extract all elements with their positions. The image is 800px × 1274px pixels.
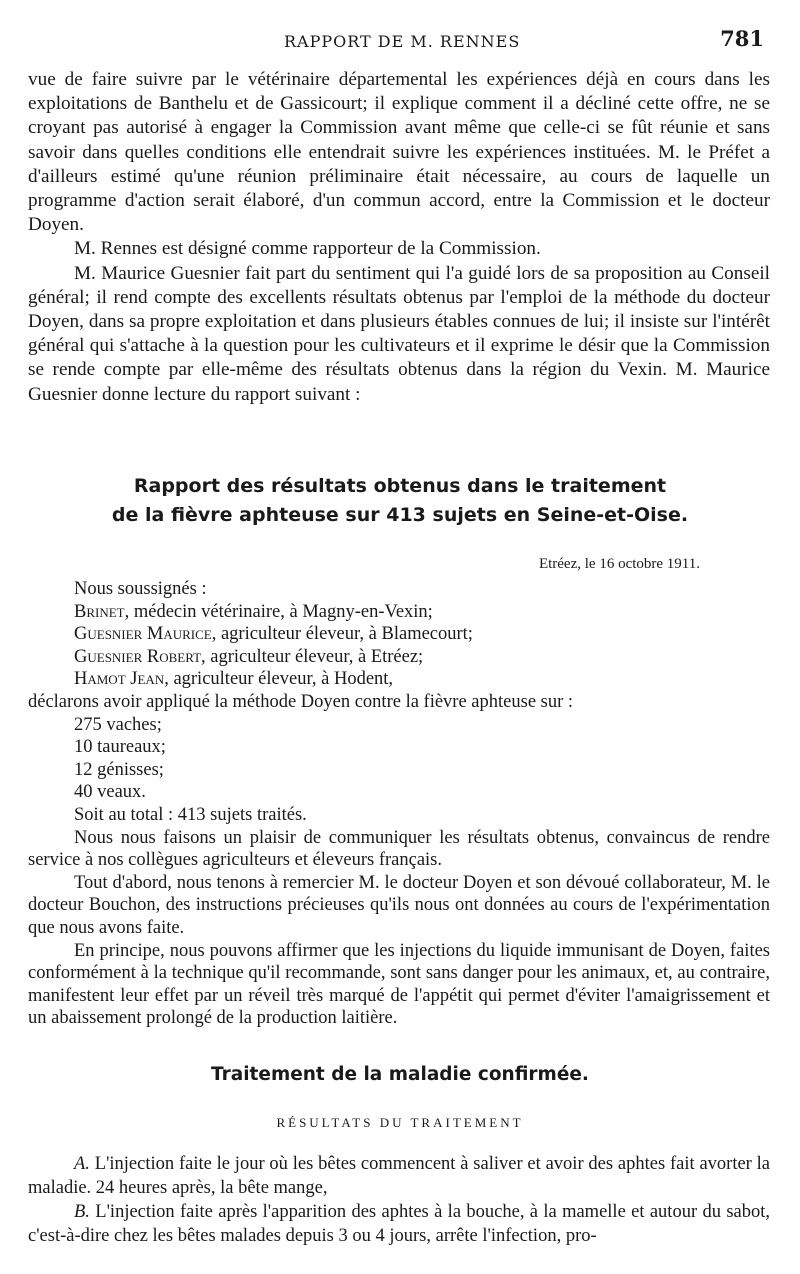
animal-count-cows: 275 vaches; xyxy=(74,714,162,735)
treatment-results xyxy=(28,1152,770,1248)
report-body xyxy=(28,578,770,1030)
animal-count-calves: 40 veaux. xyxy=(74,782,146,803)
signatory-name: Guesnier Robert xyxy=(74,646,202,667)
section-title: Traitement de la maladie confirmée. xyxy=(211,1064,589,1085)
running-title: RAPPORT DE M. RENNES xyxy=(284,32,521,51)
signatory-1 xyxy=(28,601,770,624)
intro-text xyxy=(28,68,770,407)
animal-count-heifers: 12 génisses; xyxy=(74,759,164,780)
report-title xyxy=(0,472,800,530)
item-text: L'injection faite le jour où les bêtes commencent à saliver et avoir des aphtes fait avorter la maladie. 24 heures après, la bête mange, xyxy=(28,1154,771,1198)
signatory-details: , agriculteur éleveur, à Hodent, xyxy=(164,669,394,690)
intro-paragraph-1: vue de faire suivre par le vétérinaire départemental les expériences déjà en cours dans les exploitations de Banthelu et de Gassicourt; il explique comment il a décliné cette offre, ne se croyant pas autorisé à engager la Commission avant même que celle-ci se fût réunie et sans savoir dans quelles conditions elle entendrait suivre les expériences instituées. M. le Préfet a d'ailleurs estimé qu'une réunion préliminaire était nécessaire, au cours de laquelle un programme d'action serait élaboré, d'un commun accord, entre la Commission et le docteur Doyen. xyxy=(28,69,770,236)
running-head xyxy=(0,26,800,56)
item-letter: A. xyxy=(74,1154,90,1174)
report-title-line-2: de la fièvre aphteuse sur 413 sujets en Seine-et-Oise. xyxy=(111,504,689,526)
report-total: Soit au total : 413 sujets traités. xyxy=(74,804,307,825)
intro-paragraph-3: M. Maurice Guesnier fait part du sentiment qui l'a guidé lors de sa proposition au Conseil général; il rend compte des excellents résultats obtenus par l'emploi de la méthode du docteur Doyen, dans sa propre exploitation et dans plusieurs étables connues de lui; il insiste sur l'intérêt général qui s'attache à la question pour les cultivateurs et il exprime le désir que la Commission se rende compte par elle-même des résultats obtenus dans la région du Vexin. M. Maurice Guesnier donne lecture du rapport suivant : xyxy=(28,262,770,405)
signatory-details: , agriculteur éleveur, à Blamecourt; xyxy=(211,624,473,645)
report-title-line-1: Rapport des résultats obtenus dans le traitement xyxy=(133,475,667,497)
page-number: 781 xyxy=(720,26,764,51)
item-text: L'injection faite après l'apparition des aphtes à la bouche, à la mamelle et autour du sabot, c'est-à-dire chez les bêtes malades depuis 3 ou 4 jours, arrête l'infection, pro- xyxy=(28,1202,770,1246)
signatory-2 xyxy=(28,623,770,646)
signatory-details: , agriculteur éleveur, à Etréez; xyxy=(201,646,424,667)
subsection-title: RÉSULTATS DU TRAITEMENT xyxy=(276,1115,524,1130)
report-opening: Nous soussignés : xyxy=(74,579,207,599)
signatory-name: Guesnier Maurice xyxy=(74,624,212,645)
intro-paragraph-2: M. Rennes est désigné comme rapporteur de la Commission. xyxy=(74,238,541,260)
report-paragraph-communicate: Nous nous faisons un plaisir de communiquer les résultats obtenus, convaincus de rendre service à nos collègues agriculteurs et éleveurs français. xyxy=(28,827,770,871)
signatory-name: Brinet xyxy=(74,601,125,622)
signatory-name: Hamot Jean xyxy=(74,669,165,690)
signatory-4 xyxy=(28,668,770,691)
animal-count-bulls: 10 taureaux; xyxy=(74,737,166,758)
report-paragraph-principle: En principe, nous pouvons affirmer que les injections du liquide immunisant de Doyen, faites conformément à la technique qu'il recommande, sont sans danger pour les animaux, et, au contraire, manifestent leur effet par un réveil très marqué de l'appétit qui permet d'éviter l'amaigrissement et un abaissement prolongé de la production laitière. xyxy=(28,940,770,1029)
report-paragraph-thanks: Tout d'abord, nous tenons à remercier M. le docteur Doyen et son dévoué collaborateur, M. le docteur Bouchon, des instructions précieuses qu'ils nous ont données au cours de l'expérimentation que nous avons faite. xyxy=(28,872,770,938)
dateline: Etréez, le 16 octobre 1911. xyxy=(538,556,700,572)
item-letter: B. xyxy=(74,1202,90,1222)
signatory-3 xyxy=(28,646,770,669)
report-declaration: déclarons avoir appliqué la méthode Doyen contre la fièvre aphteuse sur : xyxy=(28,691,574,712)
result-item-b xyxy=(28,1200,770,1248)
result-item-a xyxy=(28,1152,770,1200)
signatory-details: , médecin vétérinaire, à Magny-en-Vexin; xyxy=(124,601,433,622)
